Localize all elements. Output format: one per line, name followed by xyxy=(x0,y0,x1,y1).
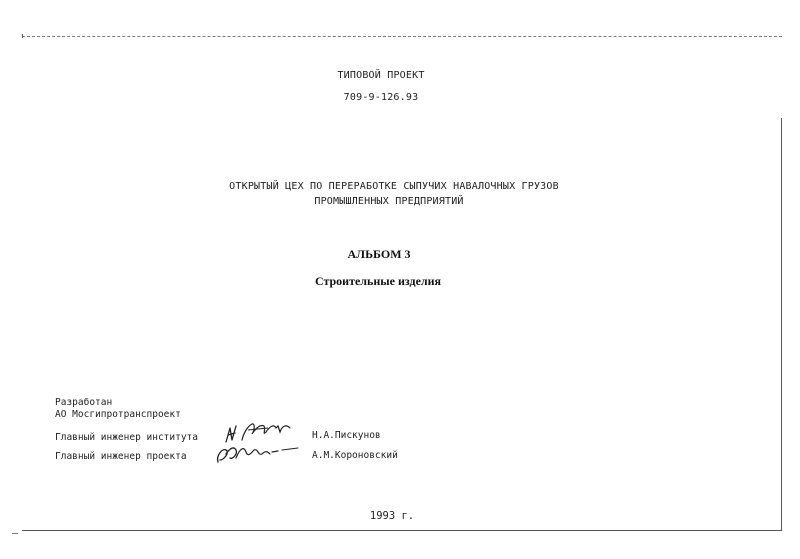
developer-label: Разработан xyxy=(55,397,113,408)
year: 1993 г. xyxy=(369,510,415,522)
album-subtitle: Строительные изделия xyxy=(314,274,442,288)
signatory-name-koronovsky: А.М.Короновский xyxy=(312,450,398,461)
title-line-1: ОТКРЫТЫЙ ЦЕХ ПО ПЕРЕРАБОТКЕ СЫПУЧИХ НАВАЛОЧНЫХ ГРУЗОВ xyxy=(229,181,559,192)
project-number: 709-9-126.93 xyxy=(343,92,419,103)
corner-mark-bottom xyxy=(12,533,18,534)
album-label: АЛЬБОМ 3 xyxy=(347,247,411,261)
corner-mark xyxy=(22,34,29,38)
bottom-border-line xyxy=(22,530,782,531)
signatory-role-chief-engineer-project: Главный инженер проекта xyxy=(55,451,187,462)
developer-org: АО Мосгипротранспроект xyxy=(55,409,181,420)
signature-koronovsky xyxy=(212,438,304,466)
title-line-2: ПРОМЫШЛЕННЫХ ПРЕДПРИЯТИЙ xyxy=(314,196,464,207)
right-border-line xyxy=(781,118,782,530)
signatory-role-chief-engineer-institute: Главный инженер института xyxy=(55,432,198,443)
signatory-name-piskunov: Н.А.Пискунов xyxy=(312,430,381,441)
top-border-line xyxy=(22,36,782,37)
project-type-label: ТИПОВОЙ ПРОЕКТ xyxy=(337,70,425,81)
